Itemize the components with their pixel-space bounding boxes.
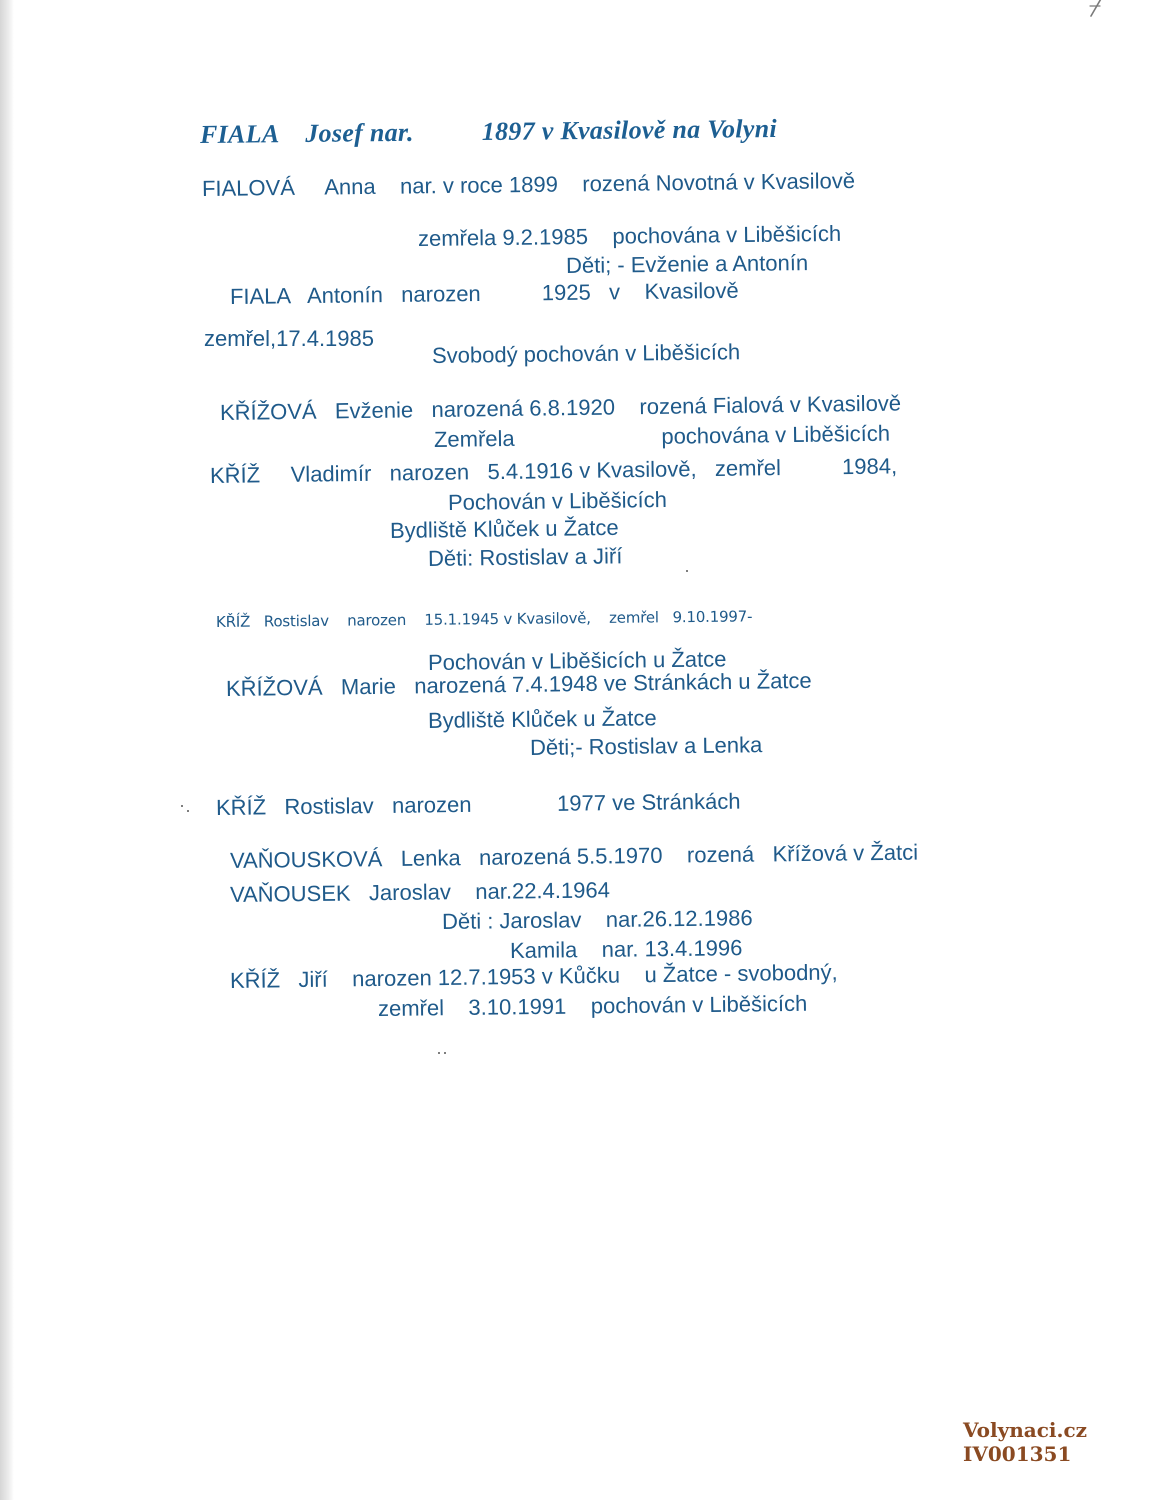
text-line: Děti; - Evženie a Antonín (565, 250, 809, 278)
text-line: Děti;- Rostislav a Lenka (529, 732, 763, 760)
text-line: Pochován v Liběšicích u Žatce (427, 646, 727, 675)
text-line: VAŇOUSEK Jaroslav nar.22.4.1964 (229, 877, 611, 907)
text-line: KŘÍŽ Rostislav narozen 1977 ve Stránkách (215, 788, 741, 820)
text-line: KŘÍŽ Rostislav narozen 15.1.1945 v Kvasilově, zemřel 9.10.1997- (215, 607, 753, 631)
text-line: Svobodý pochován v Liběšicích (431, 339, 741, 368)
text-line: Bydliště Klůček u Žatce (389, 514, 619, 543)
text-line: Děti: Rostislav a Jiří (427, 543, 623, 571)
text-line: zemřel,17.4.1985 (204, 326, 374, 351)
corner-pencil-mark (1082, 0, 1108, 20)
text-line: zemřela 9.2.1985 pochována v Liběšicích (417, 220, 842, 251)
watermark (963, 1418, 1087, 1466)
scan-speck (181, 805, 183, 807)
text-line: Zemřela pochována v Liběšicích (433, 420, 891, 452)
text-line: Děti : Jaroslav nar.26.12.1986 (441, 905, 753, 934)
watermark-site: Volynaci.cz (963, 1418, 1088, 1442)
text-line: KŘÍŽOVÁ Marie narozená 7.4.1948 ve Stránkách u Žatce (225, 667, 812, 701)
text-line: KŘÍŽ Vladimír narozen 5.4.1916 v Kvasilově, zemřel 1984, (209, 453, 898, 488)
scan-speck (444, 1052, 446, 1054)
text-line: VAŇOUSKOVÁ Lenka narozená 5.5.1970 rozená Křížová v Žatci (229, 839, 919, 873)
scan-speck (187, 810, 189, 812)
scan-speck (438, 1052, 440, 1054)
text-line: zemřel 3.10.1991 pochován v Liběšicích (377, 990, 808, 1021)
text-line: FIALA Antonín narozen 1925 v Kvasilově (229, 277, 739, 309)
text-line: KŘÍŽOVÁ Evženie narozená 6.8.1920 rozená Fialová v Kvasilově (219, 390, 902, 425)
text-line: KŘÍŽ Jiří narozen 12.7.1953 v Kůčku u Žatce - svobodný, (229, 959, 838, 993)
scan-speck (686, 570, 688, 572)
text-line: Pochován v Liběšicích (447, 486, 668, 515)
scan-edge-shadow (0, 0, 14, 1500)
heading-line: FIALA Josef nar. 1897 v Kvasilově na Volyni (199, 113, 778, 149)
text-line: FIALOVÁ Anna nar. v roce 1899 rozená Novotná v Kvasilově (201, 168, 856, 201)
watermark-id: IV001351 (963, 1442, 1072, 1466)
text-line: Kamila nar. 13.4.1996 (509, 935, 743, 963)
text-line: Bydliště Klůček u Žatce (427, 705, 657, 733)
